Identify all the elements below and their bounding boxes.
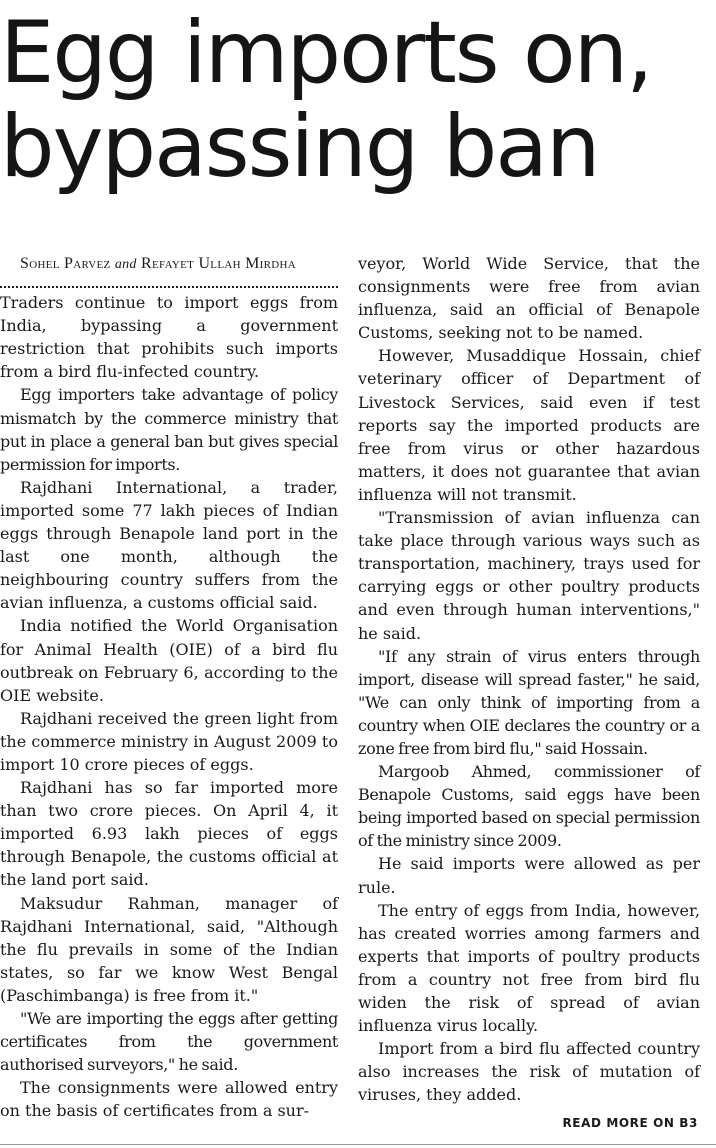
paragraph: Rajdhani International, a trader, imported some 77 lakh pieces of Indian eggs through Benapole land port in the last one month, although the neighbouring country suffers from the avian influenza, a customs official said.: [0, 477, 338, 613]
paragraph: veyor, World Wide Service, that the consignments were free from avian influenza, said an official of Benapole Customs, seeking not to be named.: [358, 254, 700, 343]
paragraph: Margoob Ahmed, commissioner of Benapole Customs, said eggs have been being imported based on special permission of the ministry since 2009.: [358, 762, 700, 851]
paragraph: The entry of eggs from India, however, has created worries among farmers and experts that imports of poultry products from a country not free from bird flu widen the risk of spread of avian influenza virus locally.: [358, 900, 700, 1036]
paragraph: Traders continue to import eggs from India, bypassing a government restriction that prohibits such imports from a bird flu-infected country.: [0, 293, 338, 382]
paragraph: "If any strain of virus enters through import, disease will spread faster," he said, "We can only think of importing from a country when OIE declares the country or a zone free from bird flu," said Hossain.: [358, 646, 700, 758]
right-column: [358, 252, 700, 1106]
paragraph: "We are importing the eggs after getting certificates from the government authorised surveyors," he said.: [0, 1009, 338, 1075]
paragraph: "Transmission of avian influenza can take place through various ways such as transportation, machinery, trays used for carrying eggs or other poultry products and even through human interventions," he said.: [358, 508, 700, 643]
byline-divider: [0, 286, 338, 288]
byline-author-1: Sohel Parvez: [20, 255, 111, 272]
paragraph: He said imports were allowed as per rule.: [358, 854, 700, 897]
headline-line-2: bypassing ban: [0, 97, 599, 197]
left-column: [0, 252, 338, 1122]
byline-joiner: and: [114, 257, 137, 272]
paragraph: India notified the World Organisation for Animal Health (OIE) of a bird flu outbreak on February 6, according to the OIE website.: [0, 616, 338, 705]
byline-author-2: Refayet Ullah Mirdha: [141, 255, 296, 272]
paragraph: Rajdhani has so far imported more than two crore pieces. On April 4, it imported 6.93 lakh pieces of eggs through Benapole, the customs official at the land port said.: [0, 778, 338, 890]
paragraph: Maksudur Rahman, manager of Rajdhani International, said, "Although the flu prevails in some of the Indian states, so far we know West Bengal (Paschimbanga) is free from it.": [0, 893, 338, 1005]
paragraph: Egg importers take advantage of policy mismatch by the commerce ministry that put in place a general ban but gives special permission for imports.: [0, 385, 338, 474]
byline: [0, 252, 338, 276]
headline: [0, 3, 716, 197]
paragraph: However, Musaddique Hossain, chief veterinary officer of Department of Livestock Services, said even if test reports say the imported products are free from virus or other hazardous matters, it does not guarantee that avian influenza will not transmit.: [358, 346, 700, 504]
bottom-divider: [0, 1144, 716, 1145]
paragraph: The consignments were allowed entry on the basis of certificates from a sur-: [0, 1078, 338, 1121]
paragraph: Rajdhani received the green light from the commerce ministry in August 2009 to import 10 crore pieces of eggs.: [0, 708, 338, 774]
paragraph: Import from a bird flu affected country also increases the risk of mutation of viruses, they added.: [358, 1039, 700, 1105]
read-more-link[interactable]: READ MORE ON B3: [562, 1116, 698, 1130]
headline-line-1: Egg imports on,: [0, 3, 652, 103]
